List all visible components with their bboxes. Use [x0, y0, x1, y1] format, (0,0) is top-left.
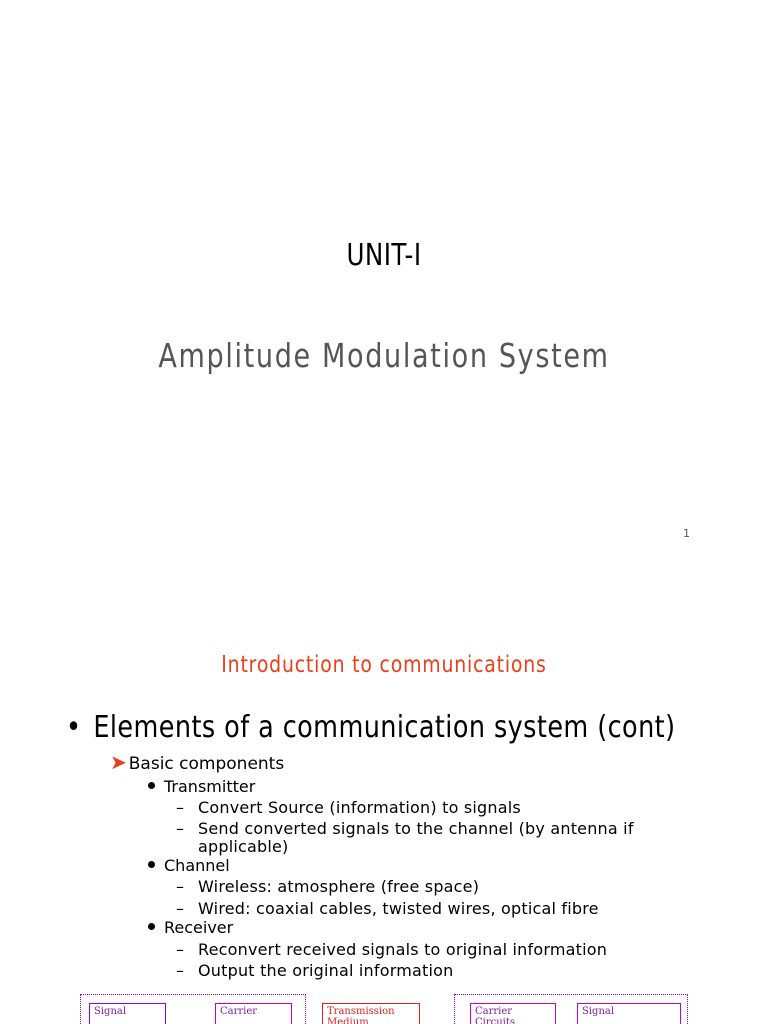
main-bullet [66, 710, 675, 745]
slide-2 [0, 600, 768, 1024]
list-detail-text: applicable) [198, 837, 289, 856]
dash-icon: – [176, 798, 185, 817]
arrow-bullet-icon: ➤ [110, 750, 127, 774]
list-item-label: Channel [164, 856, 230, 875]
subheading-text: Basic components [128, 754, 285, 774]
list-item-channel [148, 856, 230, 875]
list-detail [176, 877, 479, 896]
block-diagram [0, 992, 768, 1024]
main-bullet-text: Elements of a communication system (cont) [93, 710, 676, 745]
page-number: 1 [683, 527, 690, 540]
list-detail-text: Convert Source (information) to signals [198, 798, 521, 817]
list-item-label: Receiver [164, 918, 234, 937]
list-detail [176, 899, 599, 918]
list-detail [176, 837, 289, 856]
list-detail-text: Reconvert received signals to original information [198, 940, 608, 959]
bullet-icon: • [66, 710, 82, 745]
dot-bullet-icon [148, 861, 155, 868]
dash-icon: – [176, 877, 185, 896]
list-detail [176, 961, 453, 980]
slide-title: Amplitude Modulation System [158, 336, 610, 375]
diagram-box-carrier-circuits: Carrier Circuits [470, 1003, 556, 1024]
diagram-box-signal: Signal [89, 1003, 166, 1024]
subheading [110, 750, 284, 774]
list-detail [176, 819, 634, 838]
list-item-receiver [148, 918, 233, 937]
dot-bullet-icon [148, 782, 155, 789]
dash-icon: – [176, 899, 185, 918]
list-detail-text: Wired: coaxial cables, twisted wires, optical fibre [198, 899, 599, 918]
list-item-transmitter [148, 777, 255, 796]
list-detail-text: Output the original information [198, 961, 454, 980]
list-detail-text: Send converted signals to the channel (by antenna if [198, 819, 634, 838]
diagram-box-transmission-medium: Transmission Medium [322, 1003, 420, 1024]
section-title: Introduction to communications [221, 652, 547, 678]
list-item-label: Transmitter [164, 777, 256, 796]
dot-bullet-icon [148, 923, 155, 930]
unit-title: UNIT-I [346, 238, 422, 273]
diagram-box-signal-output: Signal [577, 1003, 681, 1024]
dash-icon: – [176, 819, 185, 838]
diagram-box-carrier: Carrier [215, 1003, 292, 1024]
dash-icon: – [176, 961, 185, 980]
dash-icon: – [176, 940, 185, 959]
list-detail [176, 798, 521, 817]
list-detail [176, 940, 607, 959]
list-detail-text: Wireless: atmosphere (free space) [198, 877, 480, 896]
